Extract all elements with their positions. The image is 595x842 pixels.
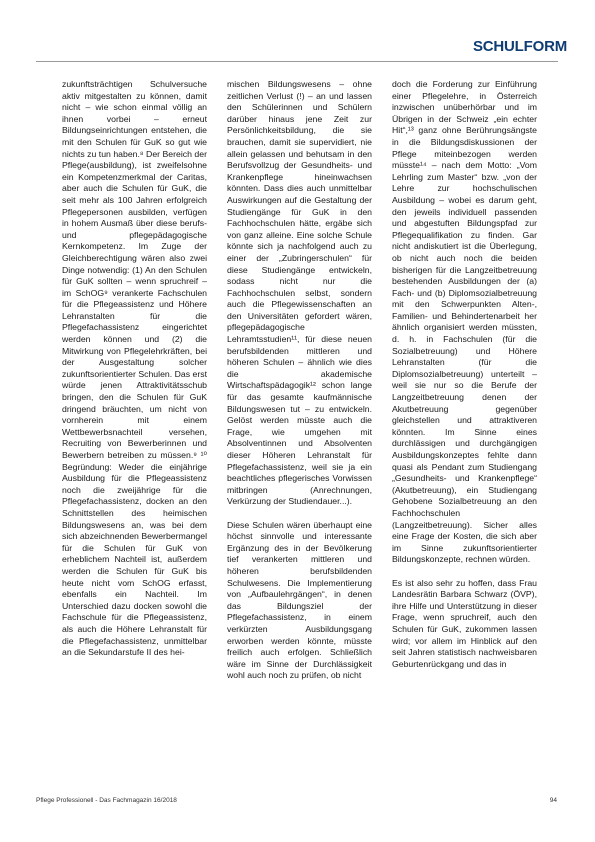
paragraph: zukunftsträchtigen Schulversuche aktiv mitgestalten zu können, damit nicht – wie schon einmal völlig an ihnen vorbei – erneut Bildungseinrichtungen entstehen, die mit den Schulen für GuK so gut wie nichts zu tun haben.⁸ Der Bereich der Pflege(ausbildung), ist zweifelsohne ein Kompetenzmerkmal der Caritas, aber auch die Schulen für GuK, die seit mehr als 100 Jahren erfolgreich Pflegepersonen ausbilden, verfügen in hohem Ausmaß über diese berufs- und pflegepädagogische Kernkompetenz. Im Zuge der Gleichberechtigung wären also zwei Dinge notwendig: (1) An den Schulen für GuK sollten – wenn spruchreif – im SchOG⁹ verankerte Fachschulen für die Pflegeassistenz und Höhere Lehranstalten für die Pflegefachassistenz eingerichtet werden können und (2) die Mitwirkung von Pflegelehrkräften, bei der Ausgestaltung solcher zukunftsorientierter Schulen. Das erst würde jenen Attraktivitätsschub bringen, den die Schulen für GuK dringend bräuchten, um nicht von vornherein mit einem Wettbewerbsnachteil versehen, Recruiting von Bewerberinnen und Bewerbern betreiben zu müssen.⁹ ¹⁰ Begründung: Weder die einjährige Ausbildung für die Pflegeassistenz noch die zweijährige für die Pflegefachassistenz, docken an den Schnittstellen des heimischen Bildungswesens an, was bei dem sich abzeichnenden Bewerbermangel für die Schulen für GuK von erheblichem Nachteil ist, außerdem werden die Schulen für GuK bis heute nicht vom SchOG erfasst, ebenfalls ein Nachteil. Im Unterschied dazu docken sowohl die Fachschule für die Pflegeassistenz, als auch die Höhere Lehranstalt für die Pflegefachassistenz, unmittelbar an die Sekundarstufe II des hei- bbox=[62, 79, 207, 658]
header-divider bbox=[36, 61, 558, 62]
paragraph: Diese Schulen wären überhaupt eine höchst sinnvolle und interessante Ergänzung des in der Bevölkerung tief verankerten mittleren und höheren berufsbildenden Schulwesens. Die Implementierung von „Aufbaulehrgängen“, in denen das Bildungsziel der Pflegefachassistenz, in einem verkürzten Ausbildungsgang erworben werden könnte, müsste freilich auch erfolgen. Schließlich wäre im Sinne der Durchlässigkeit wohl auch noch zu prüfen, ob nicht bbox=[227, 519, 372, 681]
page-number: 94 bbox=[549, 797, 557, 804]
text-column-2 bbox=[227, 79, 372, 682]
paragraph: doch die Forderung zur Einführung einer Pflegelehre, in Österreich inzwischen unüberhörbar und im Übrigen in der Schweiz „ein echter Hit“,¹³ ganz ohne Berührungsängste in die Bildungsdiskussionen der Pflege miteinbezogen werden müsste¹⁴ – nach dem Motto: „Vom Lehrling zum Master“ bzw. „von der Lehre zur hochschulischen Ausbildung – wobei es darum geht, den jeweils individuell passenden und abgestuften Bildungspfad zur Pflegequalifikation zu finden. Gar nicht andiskutiert ist die Überlegung, ob nicht auch noch die beiden bisherigen für die Langzeitbetreuung bestehenden Ausbildungen der (a) Fach- und (b) Diplomsozialbetreuung mit den Schwerpunkten Alten-, Familien- und Behindertenarbeit her ähnlich organisiert werden müssten, d. h. in Fachschulen (für die Sozialbetreuung) und Höhere Lehranstalten (für die Diplomsozialbetreuung) unterteilt – weil sie nur so die Berufe der Langzeitbetreuung denen der Akutbetreuung gegenüber gleichstellen und attraktiveren könnten. Im Sinne eines durchlässigen und durchgängigen Ausbildungskonzeptes fehlte dann quasi als Pendant zum Studiengang „Gesundheits- und Krankenpflege“ (Akutbetreuung), ein Studiengang Gehobene Sozialbetreuung an den Fachhochschulen (Langzeitbetreuung). Sicher alles eine Frage der Kosten, die sich aber im Sinne zukunftsorientierter Bildungskonzepte, rechnen würden. bbox=[392, 79, 537, 565]
text-column-3 bbox=[392, 79, 537, 670]
paragraph: Es ist also sehr zu hoffen, dass Frau Landesrätin Barbara Schwarz (ÖVP), ihre Hilfe und Unterstützung in dieser Frage, wenn spruchreif, auch den Schulen für GuK, zukommen lassen wird; vor allem im Hinblick auf den seit Jahren statistisch nachweisbaren Geburtenrückgang und das in bbox=[392, 577, 537, 669]
paragraph: mischen Bildungswesens – ohne zeitlichen Verlust (!) – an und lassen den Schülerinnen und Schülern darüber hinaus jene Zeit zur Persönlichkeitsbildung, die sie brauchen, damit sie supervidiert, nie allein gelassen und behutsam in den Berufsvollzug der Gesundheits- und Krankenpflege hineinwachsen könnten. Dass dies auch unmittelbar Auswirkungen auf die Gestaltung der Studiengänge für GuK in den Fachhochschulen hätte, ergäbe sich von ganz alleine. Eine solche Schule könnte sich ja nachfolgend auch zu einer der „Zubringerschulen“ für diese Studiengänge entwickeln, sodass nicht nur die Fachhochschulen selbst, sondern auch die Pflegewissenschaften an den Universitäten gefordert wären, pflegepädagogische Lehramtsstudien¹¹, für diese neuen berufsbildenden mittleren und höheren Schulen – ähnlich wie dies die akademische Wirtschaftspädagogik¹² schon lange für das gesamte kaufmännische Bildungswesen tut – zu entwickeln. Gelöst werden müsste auch die Frage, wie umgehen mit Absolventinnen und Absolventen dieser Höheren Lehranstalt für Pflegefachassistenz, weil sie ja ein beachtliches pflegerisches Vorwissen mitbringen (Anrechnungen, Verkürzung der Studiendauer...). bbox=[227, 79, 372, 507]
footer-publication: Pflege Professionell - Das Fachmagazin 16/2018 bbox=[36, 797, 177, 804]
text-column-1 bbox=[62, 79, 207, 659]
section-title: SCHULFORM bbox=[472, 38, 567, 55]
